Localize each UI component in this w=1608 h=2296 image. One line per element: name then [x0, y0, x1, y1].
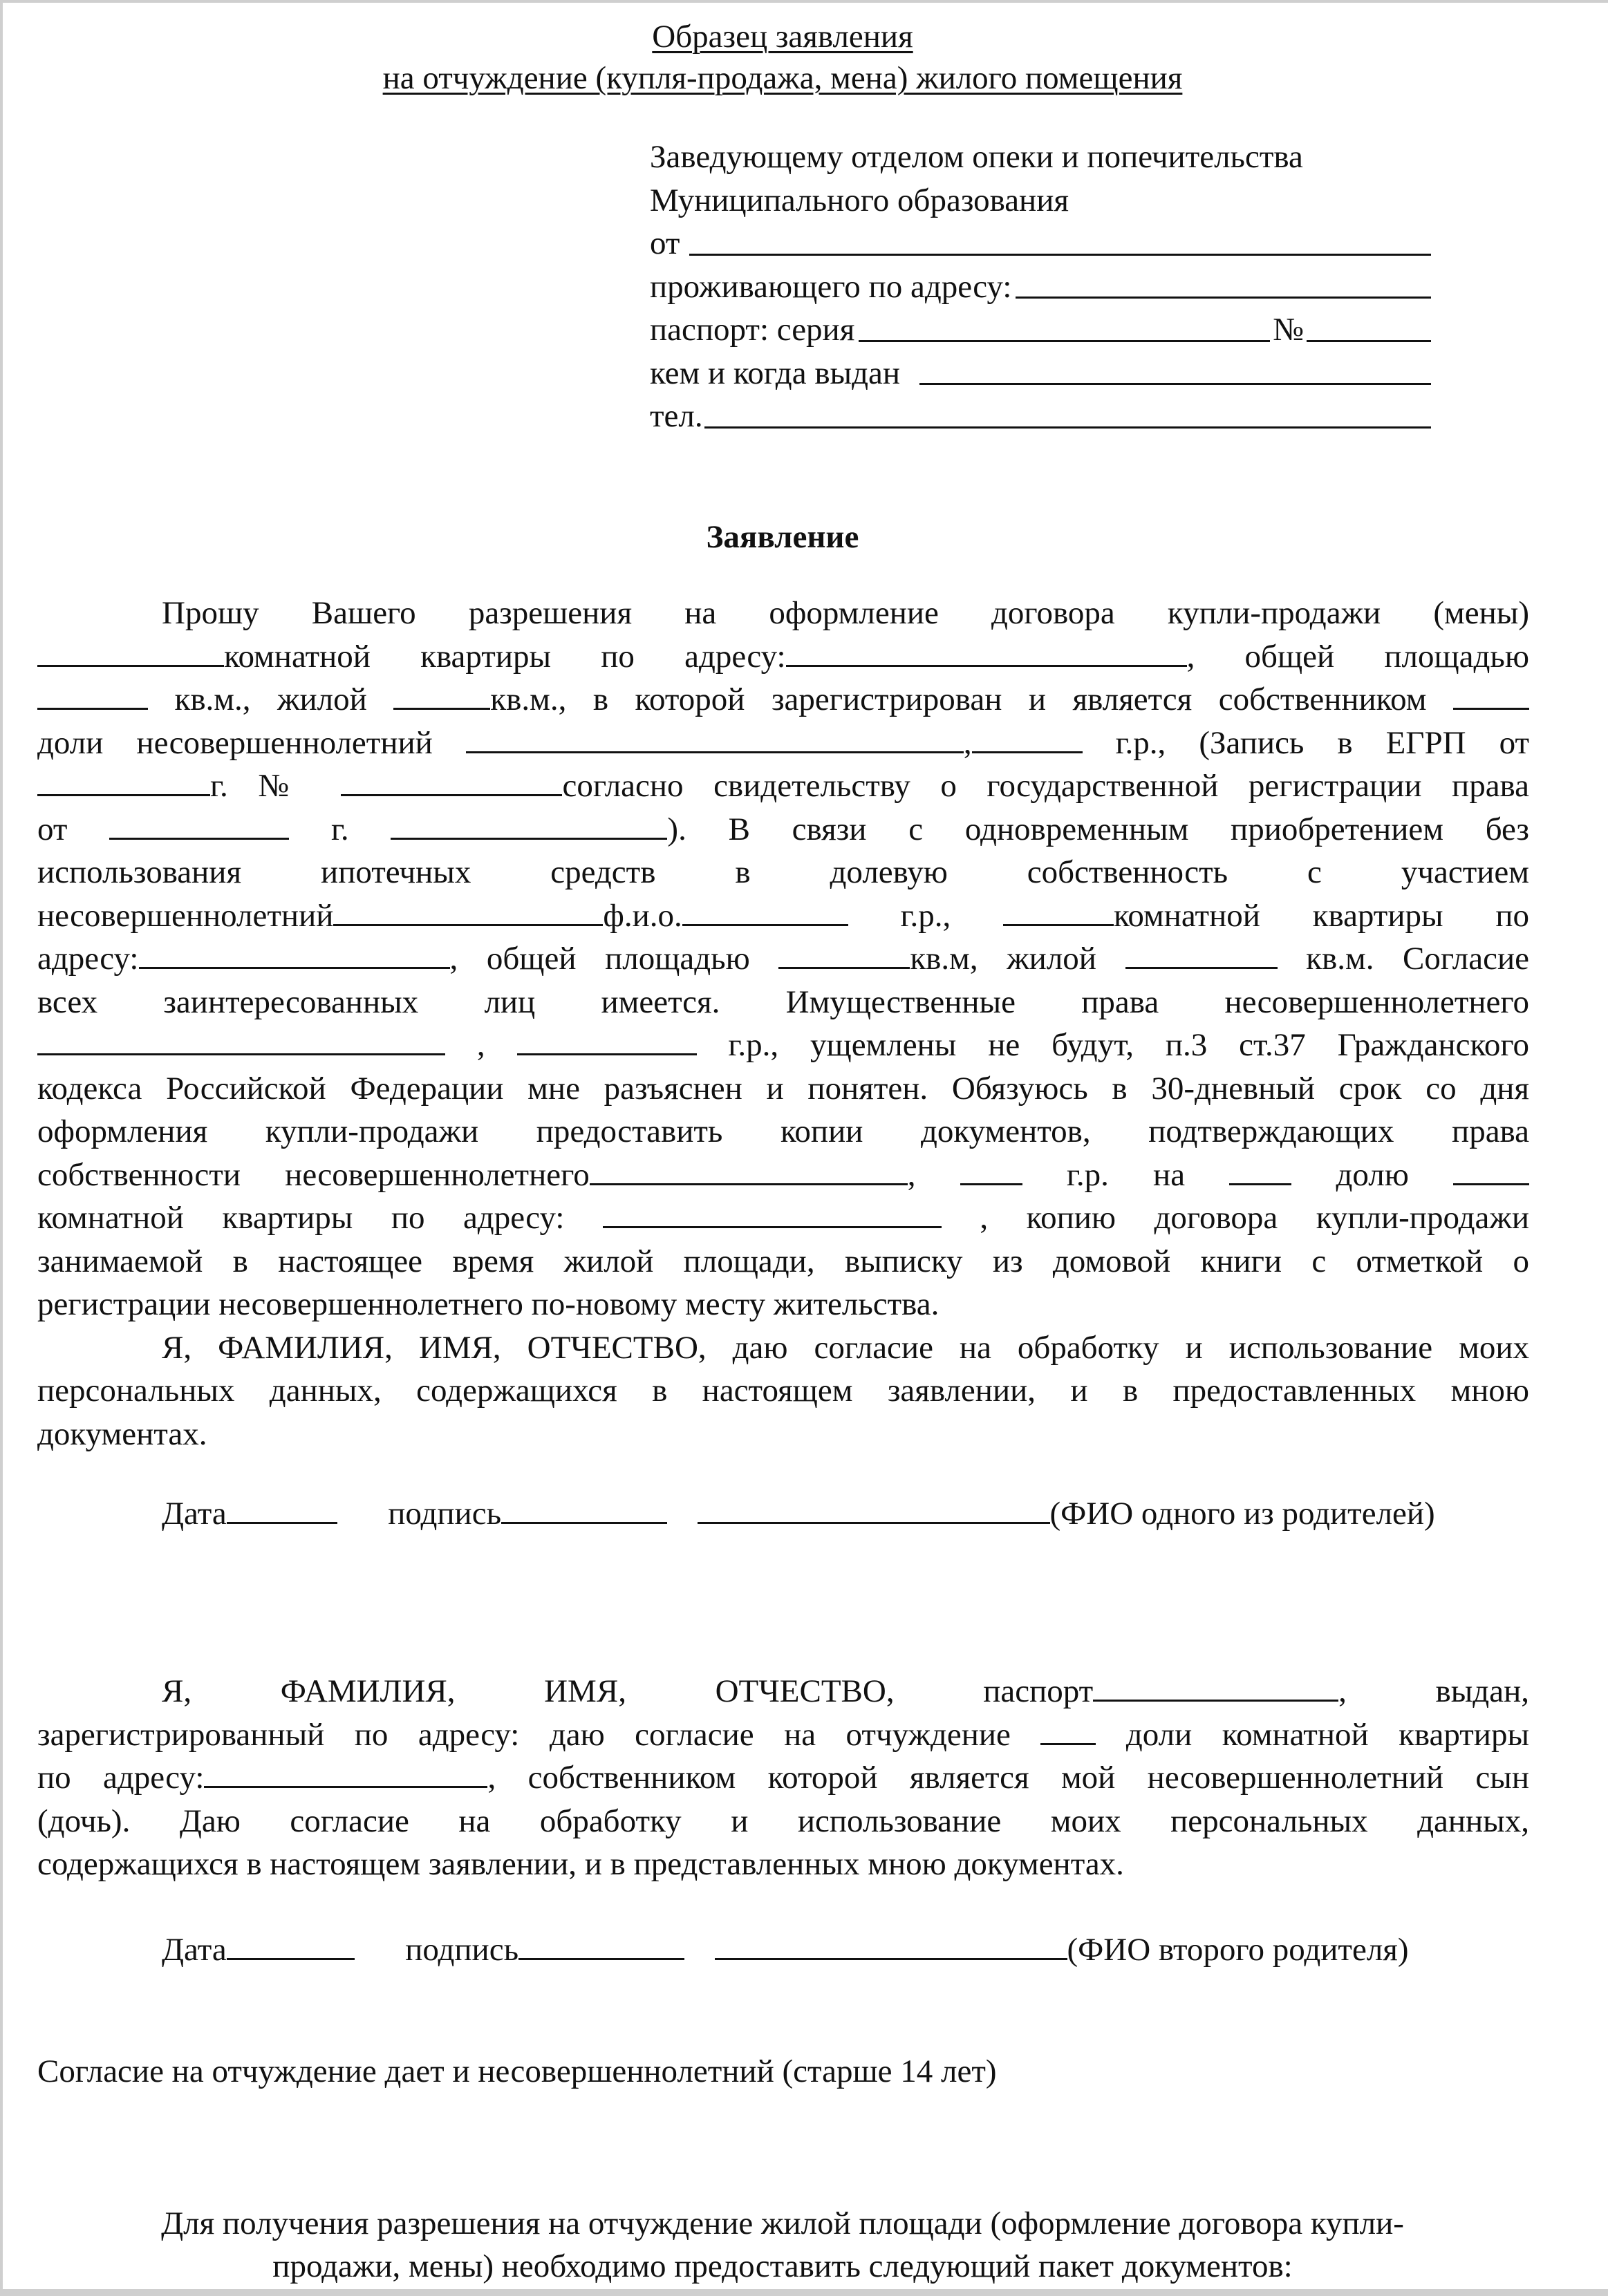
statement-text: оформления купли-продажи предоставить копии документов, подтверждающих права	[37, 1113, 1529, 1149]
statement-text: долю	[1291, 1156, 1453, 1193]
blank-field[interactable]	[466, 724, 964, 753]
parent2-name-field[interactable]	[715, 1930, 1067, 1960]
blank-field[interactable]	[590, 1156, 908, 1185]
statement-text: собственности несовершеннолетнего	[37, 1156, 590, 1193]
statement-text: , копию договора купли-продажи	[941, 1200, 1529, 1236]
statement-line	[37, 764, 1529, 808]
blank-field[interactable]	[960, 1156, 1022, 1185]
statement-line	[37, 1369, 1529, 1413]
statement-line	[37, 937, 1529, 981]
statement-text: кв.м. Согласие	[1277, 941, 1529, 977]
statement-text: персональных данных, содержащихся в настоящем заявлении, и в предоставленных мною	[37, 1373, 1529, 1409]
parent1-name-field[interactable]	[698, 1494, 1050, 1524]
parent2-name-label: (ФИО второго родителя)	[1067, 1932, 1409, 1968]
signature-row-parent2	[162, 1928, 1409, 1971]
statement-line	[37, 592, 1529, 635]
issued-label: кем и когда выдан	[650, 355, 901, 391]
blank-field[interactable]	[393, 680, 490, 710]
statement-line	[37, 808, 1529, 851]
statement-line	[37, 1240, 1529, 1283]
statement-line	[37, 635, 1529, 679]
blank-field[interactable]	[1229, 1156, 1291, 1185]
blank-field[interactable]	[333, 896, 603, 926]
footer-line2: продажи, мены) необходимо предоставить следующий пакет документов:	[272, 2248, 1293, 2284]
statement-text: ,	[445, 1027, 517, 1063]
consent-passport-field[interactable]	[1093, 1672, 1338, 1702]
consent-share-field[interactable]	[1040, 1715, 1096, 1745]
from-field[interactable]	[689, 222, 1431, 256]
statement-text: документах.	[37, 1415, 207, 1452]
statement-line	[37, 894, 1529, 938]
statement-line	[37, 1326, 1529, 1370]
blank-field[interactable]	[37, 637, 224, 667]
statement-text: занимаемой в настоящее время жилой площади, выписку из домовой книги с отметкой о	[37, 1243, 1529, 1279]
blank-field[interactable]	[1003, 896, 1114, 926]
statement-text: адресу:	[37, 941, 139, 977]
passport-series-label: паспорт: серия	[650, 312, 855, 348]
statement-text: комнатной квартиры по адресу:	[37, 1200, 603, 1236]
date-field[interactable]	[227, 1930, 355, 1960]
statement-line	[37, 1067, 1529, 1111]
statement-text: регистрации несовершеннолетнего по-новому месту жительства.	[37, 1286, 939, 1322]
signature-row-parent1	[162, 1492, 1435, 1535]
signature-label: подпись	[405, 1932, 518, 1968]
statement-text: , общей площадью	[449, 941, 779, 977]
blank-field[interactable]	[341, 766, 562, 796]
blank-field[interactable]	[139, 939, 450, 969]
statement-line	[37, 1283, 1529, 1326]
number-sign: №	[1273, 312, 1304, 348]
blank-field[interactable]	[1453, 1156, 1529, 1185]
blank-field[interactable]	[391, 810, 667, 840]
document-title-line2: на отчуждение (купля-продажа, мена) жилого помещения	[382, 60, 1183, 96]
statement-body	[37, 592, 1529, 1456]
statement-line	[37, 722, 1529, 765]
required-documents-intro	[3, 2202, 1562, 2288]
blank-field[interactable]	[517, 1026, 697, 1055]
statement-text: согласно свидетельству о государственной регистрации права	[562, 768, 1529, 804]
phone-field[interactable]	[704, 395, 1431, 429]
address-field[interactable]	[1016, 265, 1431, 299]
statement-text: Прошу Вашего разрешения на оформление договора купли-продажи (мены)	[162, 595, 1529, 631]
passport-number-field[interactable]	[1307, 308, 1431, 342]
blank-field[interactable]	[1125, 939, 1278, 969]
statement-text: г.	[289, 811, 391, 847]
blank-field[interactable]	[37, 766, 210, 796]
date-field[interactable]	[227, 1494, 337, 1524]
date-label: Дата	[162, 1496, 227, 1532]
statement-line	[37, 1110, 1529, 1154]
footer-line1: Для получения разрешения на отчуждение жилой площади (оформление договора купли-	[161, 2205, 1404, 2241]
minor-consent-note: Согласие на отчуждение дает и несовершеннолетний (старше 14 лет)	[37, 2053, 997, 2089]
blank-field[interactable]	[37, 680, 148, 710]
statement-text: использования ипотечных средств в долевую собственность с участием	[37, 854, 1529, 890]
statement-line	[37, 851, 1529, 894]
blank-field[interactable]	[1453, 680, 1529, 710]
statement-text: от	[37, 811, 110, 847]
consent-text: доли комнатной квартиры	[1125, 1716, 1530, 1753]
signature-field[interactable]	[518, 1930, 684, 1960]
blank-field[interactable]	[778, 939, 910, 969]
statement-text: кв.м., в которой зарегистрирован и является собственником	[490, 681, 1453, 717]
statement-text: , общей площадью	[1186, 638, 1529, 675]
statement-text: ,	[963, 724, 972, 761]
consent-text: (дочь). Даю согласие на обработку и использование моих персональных данных,	[37, 1803, 1529, 1839]
statement-text: Я, ФАМИЛИЯ, ИМЯ, ОТЧЕСТВО, даю согласие на обработку и использование моих	[162, 1329, 1529, 1366]
statement-text: комнатной квартиры по адресу:	[224, 638, 786, 675]
phone-label: тел.	[650, 398, 703, 434]
statement-heading: Заявление	[706, 519, 859, 555]
signature-field[interactable]	[501, 1494, 667, 1524]
consent-text: зарегистрированный по адресу: даю согласие на отчуждение	[37, 1716, 1011, 1753]
blank-field[interactable]	[37, 1026, 445, 1055]
statement-text: кодекса Российской Федерации мне разъяснен и понятен. Обязуюсь в 30-дневный срок со дня	[37, 1070, 1529, 1107]
statement-text: кв.м, жилой	[910, 941, 1125, 977]
consent-paragraph	[37, 1670, 1529, 1886]
statement-text: комнатной квартиры по	[1113, 897, 1529, 934]
blank-field[interactable]	[972, 724, 1083, 753]
statement-line	[37, 1196, 1529, 1240]
statement-text: несовершеннолетний	[37, 897, 334, 934]
statement-text: ). В связи с одновременным приобретением без	[667, 811, 1529, 847]
consent-text: по адресу:	[37, 1760, 205, 1796]
statement-text: г.р.,	[848, 897, 1003, 934]
addressee-line2: Муниципального образования	[650, 182, 1069, 218]
date-label: Дата	[162, 1932, 227, 1968]
passport-series-field[interactable]	[859, 308, 1270, 342]
consent-text: , выдан,	[1338, 1673, 1529, 1709]
statement-line	[37, 1154, 1529, 1197]
addressee-line1: Заведующему отделом опеки и попечительства	[650, 139, 1303, 175]
statement-text: г. №	[210, 768, 342, 804]
address-label: проживающего по адресу:	[650, 268, 1012, 305]
statement-text: кв.м., жилой	[148, 681, 394, 717]
statement-text: ф.и.о.	[603, 897, 682, 934]
blank-field[interactable]	[109, 810, 289, 840]
issued-field[interactable]	[919, 352, 1431, 386]
statement-text: г.р. на	[1022, 1156, 1230, 1193]
signature-label: подпись	[388, 1496, 501, 1532]
statement-text: всех заинтересованных лиц имеется. Имущественные права несовершеннолетнего	[37, 984, 1529, 1020]
parent1-name-label: (ФИО одного из родителей)	[1049, 1496, 1435, 1532]
blank-field[interactable]	[603, 1198, 942, 1228]
statement-line	[37, 678, 1529, 722]
consent-text: Я, ФАМИЛИЯ, ИМЯ, ОТЧЕСТВО, паспорт	[162, 1673, 1094, 1709]
blank-field[interactable]	[682, 896, 848, 926]
statement-line	[37, 1413, 1529, 1456]
blank-field[interactable]	[786, 637, 1187, 667]
statement-text: г.р., ущемлены не будут, п.3 ст.37 Гражданского	[696, 1027, 1529, 1063]
from-label: от	[650, 225, 680, 261]
consent-address-field[interactable]	[204, 1758, 487, 1788]
consent-text: содержащихся в настоящем заявлении, и в представленных мною документах.	[37, 1846, 1124, 1882]
statement-line	[37, 981, 1529, 1024]
statement-text: доли несовершеннолетний	[37, 724, 466, 761]
addressee-block	[650, 135, 1431, 438]
statement-text: г.р., (Запись в ЕГРП от	[1082, 724, 1529, 761]
statement-line	[37, 1024, 1529, 1067]
consent-text: , собственником которой является мой несовершеннолетний сын	[487, 1760, 1529, 1796]
statement-text: ,	[907, 1156, 960, 1193]
document-title-line1: Образец заявления	[652, 19, 913, 55]
